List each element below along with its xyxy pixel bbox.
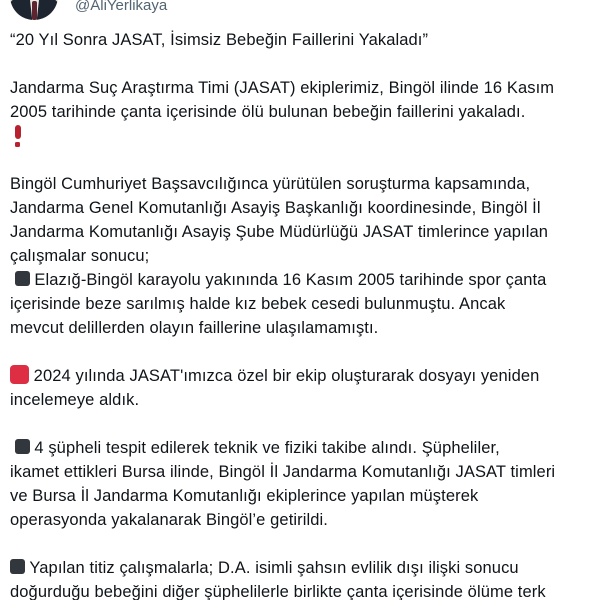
text-segment: mevcut delillerden olayın faillerine ulaşılamamıştı.: [10, 319, 379, 337]
text-line: [10, 508, 603, 532]
text-line: [10, 484, 603, 508]
tweet-paragraph: [10, 28, 603, 52]
text-segment: ikamet ettikleri Bursa ilinde, Bingöl İl Jandarma Komutanlığı JASAT timleri: [10, 463, 556, 481]
text-segment: Jandarma Komutanlığı Asayiş Şube Müdürlüğü JASAT timlerince yapılan: [10, 223, 549, 241]
text-segment: Jandarma Genel Komutanlığı Asayiş Başkanlığı koordinesinde, Bingöl İl: [10, 199, 541, 217]
text-segment: Yapılan titiz çalışmalarla; D.A. isimli şahsın evlilik dışı ilişki sonucu: [25, 559, 519, 577]
text-line: [10, 268, 603, 292]
text-segment: “20 Yıl Sonra JASAT, İsimsiz Bebeğin Faillerini Yakaladı”: [10, 31, 429, 49]
tweet-paragraph: [10, 172, 603, 340]
avatar-photo-tie: [32, 1, 37, 20]
text-segment: Jandarma Suç Araştırma Timi (JASAT) ekiplerimiz, Bingöl ilinde 16 Kasım: [10, 79, 555, 97]
tweet-paragraph: [10, 364, 603, 412]
text-line: [10, 196, 603, 220]
text-segment: [10, 271, 15, 289]
text-line: [10, 124, 603, 148]
text-segment: ve Bursa İl Jandarma Komutanlığı ekiplerince yapılan müşterek: [10, 487, 479, 505]
text-segment: 4 şüpheli tespit edilerek teknik ve fiziki takibe alındı. Şüpheliler,: [29, 439, 500, 457]
text-line: [10, 556, 603, 580]
tweet-paragraph: [10, 76, 603, 148]
tweet-body: [10, 28, 603, 600]
red-square-emoji: [10, 365, 29, 384]
text-segment: Bingöl Cumhuriyet Başsavcılığınca yürütülen soruşturma kapsamında,: [10, 175, 531, 193]
text-line: [10, 364, 603, 388]
text-segment: Elazığ-Bingöl karayolu yakınında 16 Kasım 2005 tarihinde spor çanta: [29, 271, 547, 289]
avatar[interactable]: [10, 0, 58, 20]
text-line: [10, 580, 603, 600]
text-line: [10, 316, 603, 340]
text-line: [10, 28, 603, 52]
black-square-emoji: [15, 271, 30, 286]
text-segment: incelemeye aldık.: [10, 391, 140, 409]
text-segment: operasyonda yakalanarak Bingöl’e getirildi.: [10, 511, 328, 529]
text-line: [10, 172, 603, 196]
tweet-paragraph: [10, 436, 603, 532]
text-segment: 2005 tarihinde çanta içerisinde ölü bulunan bebeğin faillerini yakaladı.: [10, 103, 526, 121]
exclamation-emoji: [10, 124, 26, 147]
text-segment: çalışmalar sonucu;: [10, 247, 150, 265]
user-handle[interactable]: @AliYerlikaya: [75, 0, 168, 14]
text-line: [10, 220, 603, 244]
text-line: [10, 292, 603, 316]
text-line: [10, 388, 603, 412]
tweet-paragraph: [10, 556, 603, 600]
black-square-emoji: [15, 439, 30, 454]
text-segment: 2024 yılında JASAT'ımızca özel bir ekip oluşturarak dosyayı yeniden: [29, 367, 540, 385]
text-segment: içerisinde beze sarılmış halde kız bebek cesedi bulunmuştu. Ancak: [10, 295, 506, 313]
black-square-emoji: [10, 559, 25, 574]
text-segment: [10, 439, 15, 457]
text-line: [10, 460, 603, 484]
text-line: [10, 436, 603, 460]
text-line: [10, 76, 603, 100]
text-line: [10, 244, 603, 268]
text-segment: doğurduğu bebeğini diğer şüphelilerle birlikte çanta içerisinde ölüme terk: [10, 583, 546, 600]
text-line: [10, 100, 603, 124]
